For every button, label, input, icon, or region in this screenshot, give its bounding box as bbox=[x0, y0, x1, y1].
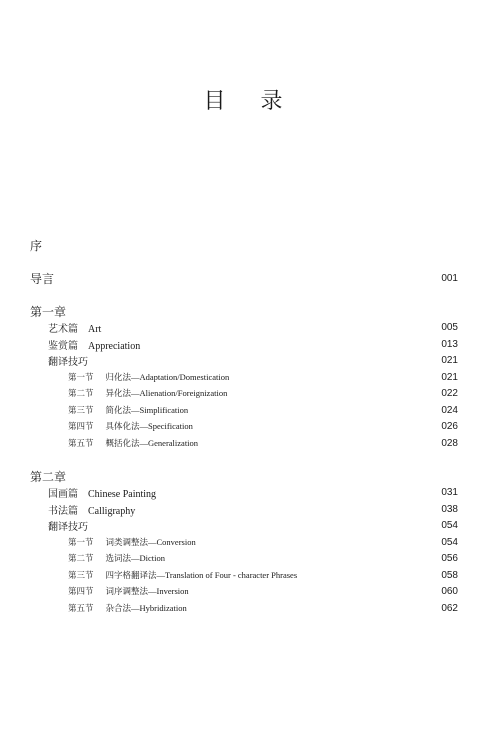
toc-page-number: 021 bbox=[441, 371, 458, 383]
part-en: Chinese Painting bbox=[88, 488, 157, 500]
toc-page-number: 013 bbox=[441, 338, 458, 350]
section-number: 第三节 bbox=[68, 571, 94, 581]
part-cn: 书法篇 bbox=[48, 505, 78, 517]
toc-section[interactable] bbox=[68, 583, 458, 599]
section-name: 归化法—Adaptation/Domestication bbox=[105, 372, 230, 382]
toc-page-number: 021 bbox=[441, 354, 458, 366]
toc-part[interactable] bbox=[48, 517, 458, 533]
toc-section[interactable] bbox=[68, 435, 458, 451]
section-name: 词序调整法—Inversion bbox=[105, 586, 189, 596]
section-name: 异化法—Alienation/Foreignization bbox=[105, 388, 228, 398]
toc-chapter-1[interactable] bbox=[30, 303, 458, 319]
section-name: 概括化法—Generalization bbox=[105, 438, 199, 448]
toc-section[interactable] bbox=[68, 385, 458, 401]
section-number: 第四节 bbox=[68, 422, 94, 432]
toc-section[interactable] bbox=[68, 567, 458, 583]
section-number: 第四节 bbox=[68, 587, 94, 597]
toc-part[interactable] bbox=[48, 336, 458, 352]
section-number: 第一节 bbox=[68, 373, 94, 383]
toc-page-number: 022 bbox=[441, 387, 458, 399]
toc-preface[interactable] bbox=[30, 237, 458, 253]
toc-page-number: 001 bbox=[441, 272, 458, 284]
toc-section[interactable] bbox=[68, 369, 458, 385]
toc-page-number: 038 bbox=[441, 503, 458, 515]
part-cn: 翻译技巧 bbox=[48, 521, 88, 533]
toc-part[interactable] bbox=[48, 484, 458, 500]
section-number: 第五节 bbox=[68, 604, 94, 614]
toc-page-number: 024 bbox=[441, 404, 458, 416]
section-number: 第二节 bbox=[68, 389, 94, 399]
part-en: Calligraphy bbox=[88, 505, 136, 517]
toc-page-number: 031 bbox=[441, 486, 458, 498]
toc-page-number: 058 bbox=[441, 569, 458, 581]
section-number: 第三节 bbox=[68, 406, 94, 416]
section-name: 词类调整法—Conversion bbox=[105, 537, 196, 547]
toc-chapter-2[interactable] bbox=[30, 468, 458, 484]
toc-page-number: 054 bbox=[441, 536, 458, 548]
toc-intro[interactable] bbox=[30, 270, 458, 286]
section-name: 简化法—Simplification bbox=[105, 405, 189, 415]
section-number: 第一节 bbox=[68, 538, 94, 548]
toc-section[interactable] bbox=[68, 418, 458, 434]
toc-section[interactable] bbox=[68, 600, 458, 616]
toc-label: 导言 bbox=[30, 271, 55, 286]
part-en: Appreciation bbox=[88, 340, 141, 352]
toc-page-number: 062 bbox=[441, 602, 458, 614]
part-cn: 翻译技巧 bbox=[48, 356, 88, 368]
toc-section[interactable] bbox=[68, 402, 458, 418]
toc-part[interactable] bbox=[48, 501, 458, 517]
toc-page-number: 054 bbox=[441, 519, 458, 531]
page-title: 目 录 bbox=[203, 89, 297, 114]
section-name: 杂合法—Hybridization bbox=[105, 603, 187, 613]
chapter-heading: 第二章 bbox=[30, 469, 67, 484]
part-cn: 国画篇 bbox=[48, 488, 78, 500]
section-number: 第二节 bbox=[68, 554, 94, 564]
part-cn: 艺术篇 bbox=[48, 323, 78, 335]
chapter-heading: 第一章 bbox=[30, 304, 67, 319]
toc-section[interactable] bbox=[68, 534, 458, 550]
part-en: Art bbox=[88, 323, 102, 335]
toc-part[interactable] bbox=[48, 319, 458, 335]
toc-section[interactable] bbox=[68, 550, 458, 566]
section-name: 四字格翻译法—Translation of Four - character Phrases bbox=[105, 570, 298, 580]
toc-page-number: 026 bbox=[441, 420, 458, 432]
toc-label: 序 bbox=[30, 238, 43, 253]
toc-page-number: 028 bbox=[441, 437, 458, 449]
section-name: 选词法—Diction bbox=[105, 553, 166, 563]
section-name: 具体化法—Specification bbox=[105, 421, 193, 431]
toc-page-number: 060 bbox=[441, 585, 458, 597]
toc-part[interactable] bbox=[48, 352, 458, 368]
part-cn: 鉴赏篇 bbox=[48, 340, 78, 352]
toc-page-number: 056 bbox=[441, 552, 458, 564]
section-number: 第五节 bbox=[68, 439, 94, 449]
toc-page-number: 005 bbox=[441, 321, 458, 333]
